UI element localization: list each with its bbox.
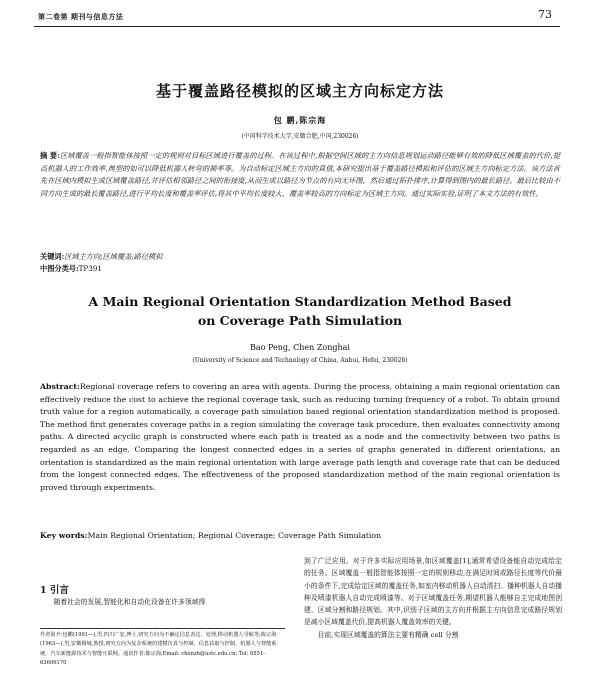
chinese-affiliation: (中国科学技术大学,安徽合肥,中国,230026) — [241, 133, 359, 140]
chinese-authors: 包 鹏,陈宗海 — [273, 115, 327, 125]
author-footnote: 作者简介:包鹏(1991—),男,四川广安,博士,研究方向为不确定信息表达、处理,移动机器人导航等;陈宗海(1963—),男,安徽桐城,教授,研究方向为复杂系统的建模仿真与控制、信息获取与控制、机器人与智能系统、汽车新能源技术与智能互联网。通讯作者:陈宗海,Email: chenzh@ustc.edu.cn; Tel: 0551-63606170 — [40, 628, 285, 669]
section-heading-introduction: 1 引言 — [40, 585, 69, 596]
intro-right-text: 到了广泛应用。对于许多实际应用场景,如区域覆盖[1],通常希望设备能自动完成给定的任务。区域覆盖一般指智能体按照一定的规则移动,在满足时间或路径长度等代价最小的条件下,完成给定区域的覆盖任务,如室内移动机器人自动清扫、播种机器人自动播种及喷漆机器人自动完成喷漆等。对于区域覆盖任务,期望机器人能够自主完成地图创建、区域分割和路径规划。其中,识别子区域的主方向并根据主方向信息完成路径规划是减小区域覆盖代价,提高机器人覆盖效率的关键。 — [304, 557, 562, 627]
chinese-clc-label: 中图分类号: — [40, 264, 79, 273]
page-number: 73 — [538, 8, 552, 21]
chinese-keywords-label: 关键词: — [40, 252, 65, 261]
intro-left-text: 随着社会的发展,智能化和自动化设备在许多领域得 — [53, 598, 206, 606]
english-title-line2: on Coverage Path Simulation — [197, 313, 403, 328]
left-column — [40, 562, 285, 608]
chinese-abstract — [40, 150, 560, 200]
chinese-abstract-label: 摘 要: — [40, 151, 60, 160]
chinese-clc-text: TP391 — [78, 264, 102, 273]
english-title-line1: A Main Regional Orientation Standardization Method Based — [88, 294, 512, 309]
right-column — [304, 555, 562, 641]
english-affiliation: (University of Science and Technology of China, Anhui, Hefei, 230026) — [192, 357, 408, 364]
chinese-title: 基于覆盖路径模拟的区域主方向标定方法 — [155, 82, 444, 100]
english-keywords-text: Main Regional Orientation; Regional Coverage; Coverage Path Simulation — [87, 531, 382, 540]
header-rule — [34, 26, 560, 27]
english-title — [0, 292, 600, 330]
english-abstract-label: Abstract: — [40, 382, 80, 391]
english-keywords-label: Key words: — [40, 531, 88, 540]
english-keywords — [40, 530, 560, 542]
english-abstract — [40, 381, 560, 494]
english-authors: Bao Peng, Chen Zonghai — [250, 343, 350, 352]
intro-right-text-2: 目前,实现区域覆盖的算法主要有精确 cell 分割 — [317, 630, 459, 639]
chinese-keywords — [40, 251, 560, 263]
running-head: 第二卷第 期刊与信息方法 — [38, 12, 124, 21]
chinese-keywords-text: 区域主方向;区域覆盖;路径模拟 — [64, 252, 163, 261]
chinese-abstract-text: 区域覆盖一般指智能体按照一定的规则对目标区域进行覆盖的过程。在该过程中,根据空间区域的主方向信息规划运动路径能够有效的降低区域覆盖的代价,提高机器人的工作效率,典型的如可以降低机器人转弯的频率等。为自动标定区域主方向的真值,本研究提出基于覆盖路径模拟和评估的区域主方向标定方法。该方法首先在区域内模拟生成区域覆盖路径,并评估相邻路径之间的衔接度,从而生成以路径为节点的有向无环图。然后通过拓扑排序,计算得到图内的最长路径。最后比较由不同方向生成的最长覆盖路径,进行平均长度和覆盖率评估,将其中平均长度较大、覆盖率较高的方向标定为区域主方向。通过实际实验,证明了本文方法的有效性。 — [40, 151, 561, 198]
english-abstract-text: Regional coverage refers to covering an area with agents. During the process, obtaining a main regional orientation can effectively reduce the cost to achieve the regional coverage task, such as reducing turning frequency of a robot. To obtain ground truth value for a region automatically, a coverage path simulation based regional orientation standardization method is proposed. The method first generates coverage paths in a region simulating the coverage task procedure, then evaluates connectivity among paths. A directed acyclic graph is constructed where each path is treated as a node and the connectivity between two paths is regarded as an edge. Comparing the longest connected edges in a series of graphs generated in different orientations, an orientation is standardized as the main regional orientation with large average path length and coverage rate that can be deduced from the longest connected edges. The effectiveness of the proposed standardization method of the main regional orientation is proved through experiments. — [40, 382, 560, 492]
chinese-classification — [40, 263, 560, 275]
